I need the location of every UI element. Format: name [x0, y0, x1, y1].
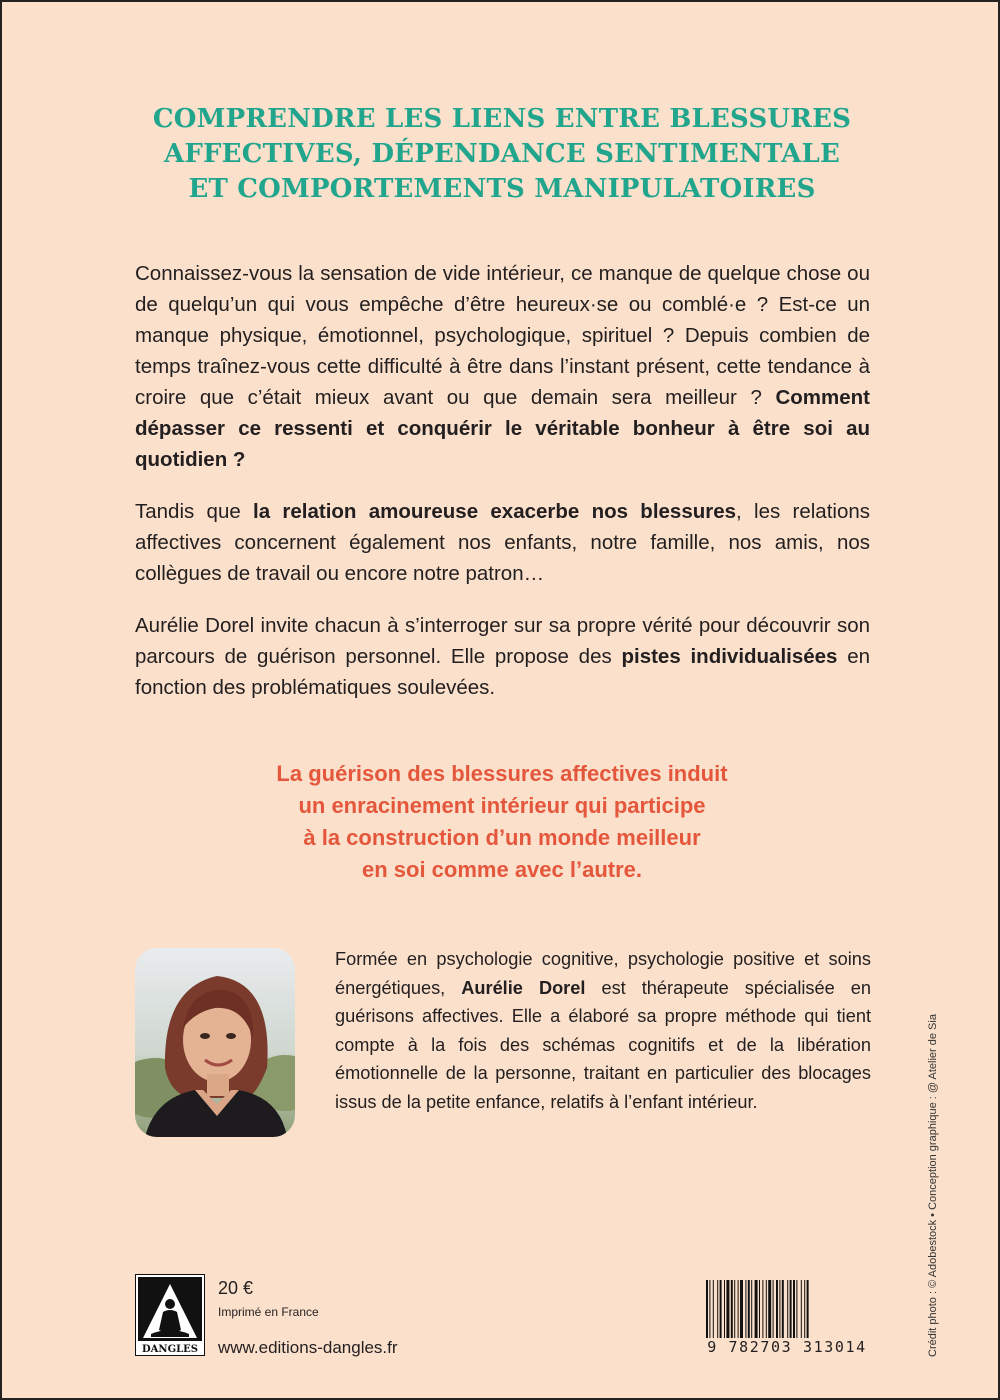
barcode-icon	[705, 1280, 870, 1338]
price: 20 €	[218, 1278, 254, 1298]
paragraph-bold: pistes individualisées	[621, 645, 838, 668]
publisher-logo	[135, 1274, 205, 1356]
author-name: Aurélie Dorel	[461, 977, 586, 998]
headline-line: ET COMPORTEMENTS MANIPULATOIRES	[188, 174, 816, 204]
bio-text: Formée en psychologie cognitive, psychologie positive et soins énergétiques,	[335, 949, 871, 998]
headline-line: COMPRENDRE LES LIENS ENTRE BLESSURES	[152, 104, 852, 134]
printed-in: Imprimé en France	[218, 1305, 319, 1319]
headline-line: AFFECTIVES, DÉPENDANCE SENTIMENTALE	[163, 139, 841, 169]
credits: Crédit photo : © Adobestock • Conception graphique : @ Atelier de Sia	[927, 1014, 939, 1357]
paragraph-relations	[135, 496, 870, 589]
paragraph-bold: Comment dépasser ce ressenti et conquérir le véritable bonheur à être soi au quotidien ?	[135, 386, 870, 471]
author-portrait-icon	[135, 948, 295, 1137]
paragraph-text: en fonction des problématiques soulevées.	[135, 645, 871, 699]
quote-line: La guérison des blessures affectives induit	[276, 761, 728, 786]
isbn-number: 9 782703 313014	[707, 1338, 867, 1356]
paragraph-text: Connaissez-vous la sensation de vide intérieur, ce manque de quelque chose ou de quelqu’un qui vous empêche d’être heureux·se ou comblé·e ? Est-ce un manque physique, émotionnel, psychologique, spirituel ? Depuis combien de temps traînez-vous cette difficulté à être dans l’instant présent, cette tendance à croire que c’était mieux avant ou que demain sera meilleur ?	[135, 262, 870, 409]
paragraph-bold: la relation amoureuse exacerbe nos blessures	[253, 500, 737, 523]
author-photo	[135, 948, 295, 1137]
paragraph-text: Aurélie Dorel invite chacun à s’interroger sur sa propre vérité pour découvrir son parcours de guérison personnel. Elle propose des	[135, 614, 870, 668]
quote-line: un enracinement intérieur qui participe	[298, 793, 706, 818]
paragraph-text: , les relations affectives concernent également nos enfants, notre famille, nos amis, nos collègues de travail ou encore notre patron…	[135, 500, 870, 585]
dangles-logo-icon	[135, 1274, 205, 1356]
quote-line: en soi comme avec l’autre.	[361, 857, 643, 882]
body-text	[135, 258, 870, 724]
paragraph-author	[135, 610, 870, 703]
bio-paragraph	[335, 945, 871, 1116]
publisher-website: www.editions-dangles.fr	[218, 1338, 398, 1357]
author-bio	[335, 945, 871, 1116]
bio-text: est thérapeute spécialisée en guérisons affectives. Elle a élaboré sa propre méthode qui tient compte à la fois des schémas cognitifs et de la libération émotionnelle de la personne, traitant en particulier des blocages issus de la petite enfance, relatifs à l’enfant intérieur.	[335, 977, 871, 1112]
paragraph-intro	[135, 258, 870, 475]
highlight-quote	[152, 758, 852, 886]
quote-line: à la construction d’un monde meilleur	[303, 825, 701, 850]
paragraph-text: Tandis que	[135, 500, 254, 523]
headline	[122, 102, 882, 207]
logo-text: DANGLES	[142, 1344, 198, 1355]
